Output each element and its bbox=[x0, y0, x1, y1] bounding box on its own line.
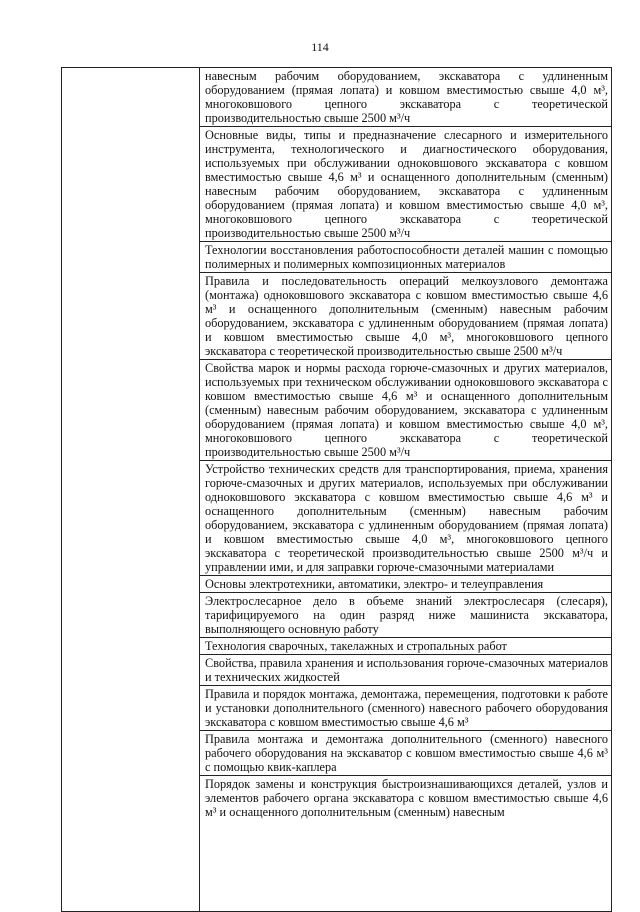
knowledge-entry: Свойства марок и нормы расхода горюче-смазочных и других материалов, используемых при техническом обслуживании одноковшового экскаватора с ковшом вместимостью свыше 4,6 м³ и оснащенного дополнительным (сменным) навесным рабочим оборудованием, экскаватора с удлиненным оборудованием (прямая лопата) и ковшом вместимостью свыше 4,0 м³, многоковшового цепного экскаватора с теоретической производительностью свыше 2500 м³/ч bbox=[200, 359, 611, 460]
knowledge-entry: Правила монтажа и демонтажа дополнительного (сменного) навесного рабочего оборудования на экскаватор с ковшом вместимостью свыше 4,6 м³ с помощью квик-каплера bbox=[200, 730, 611, 775]
table-left-cell bbox=[62, 68, 200, 912]
knowledge-entry: Порядок замены и конструкция быстроизнашивающихся деталей, узлов и элементов рабочего органа экскаватора с ковшом вместимостью свыше 4,6 м³ и оснащенного дополнительным (сменным) навесным bbox=[200, 775, 611, 820]
page-number: 114 bbox=[311, 40, 329, 54]
knowledge-entry: Устройство технических средств для транспортирования, приема, хранения горюче-смазочных и других материалов, используемых при обслуживании одноковшового экскаватора с ковшом вместимостью свыше 4,6 м³ и оснащенного дополнительным (сменным) навесным рабочим оборудованием, экскаватора с удлиненным оборудованием (прямая лопата) и ковшом вместимостью свыше 4,0 м³, многоковшового цепного экскаватора с теоретической производительностью свыше 2500 м³/ч и управлении ими, и для заправки горюче-смазочными материалами bbox=[200, 460, 611, 575]
knowledge-entry: Электрослесарное дело в объеме знаний электрослесаря (слесаря), тарифицируемого на один разряд ниже машиниста экскаватора, выполняющего основную работу bbox=[200, 592, 611, 637]
knowledge-entry: Технологии восстановления работоспособности деталей машин с помощью полимерных и полимерных композиционных материалов bbox=[200, 241, 611, 272]
knowledge-entry: навесным рабочим оборудованием, экскаватора с удлиненным оборудованием (прямая лопата) и ковшом вместимостью свыше 4,0 м³, многоковшового цепного экскаватора с теоретической производительностью свыше 2500 м³/ч bbox=[205, 69, 608, 125]
knowledge-entry: Правила и порядок монтажа, демонтажа, перемещения, подготовки к работе и установки дополнительного (сменного) навесного рабочего оборудования экскаватора с ковшом вместимостью свыше 4,6 м³ bbox=[200, 685, 611, 730]
requirements-table bbox=[61, 67, 612, 912]
knowledge-entry: Свойства, правила хранения и использования горюче-смазочных материалов и технических жидкостей bbox=[200, 654, 611, 685]
knowledge-entry: Правила и последовательность операций мелкоузлового демонтажа (монтажа) одноковшового экскаватора с ковшом вместимостью свыше 4,6 м³ и оснащенного дополнительным (сменным) навесным рабочим оборудованием, экскаватора с удлиненным оборудованием (прямая лопата) и ковшом вместимостью свыше 4,0 м³, многоковшового цепного экскаватора с теоретической производительностью свыше 2500 м³/ч bbox=[200, 272, 611, 359]
knowledge-entry: Основы электротехники, автоматики, электро- и телеуправления bbox=[200, 575, 611, 592]
table-row bbox=[62, 68, 612, 912]
knowledge-entry: Технология сварочных, такелажных и стропальных работ bbox=[200, 637, 611, 654]
table-right-cell bbox=[200, 68, 612, 912]
knowledge-entry: Основные виды, типы и предназначение слесарного и измерительного инструмента, технологического и диагностического оборудования, используемых при обслуживании одноковшового экскаватора с ковшом вместимостью свыше 4,6 м³ и оснащенного дополнительным (сменным) навесным рабочим оборудованием, экскаватора с удлиненным оборудованием (прямая лопата) и ковшом вместимостью свыше 4,0 м³, многоковшового цепного экскаватора с теоретической производительностью свыше 2500 м³/ч bbox=[200, 126, 611, 241]
